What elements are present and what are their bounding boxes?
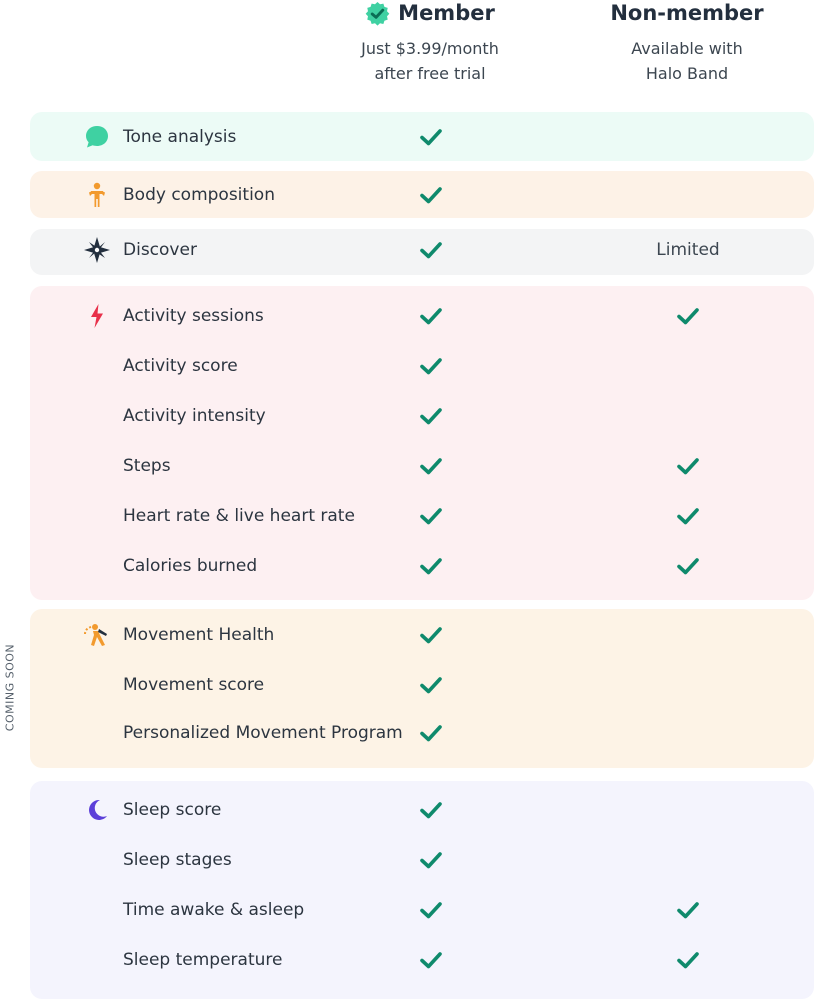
feature-row-movement-program bbox=[0, 718, 815, 748]
feature-label: Heart rate & live heart rate bbox=[123, 506, 355, 526]
feature-row-activity-intensity bbox=[0, 401, 815, 431]
feature-row-time-awake-asleep bbox=[0, 895, 815, 925]
feature-row-discover bbox=[0, 235, 815, 265]
feature-label: Steps bbox=[123, 456, 171, 476]
member-check-icon bbox=[419, 723, 443, 743]
feature-row-movement-health bbox=[0, 620, 815, 650]
nonmember-check-icon bbox=[676, 306, 700, 326]
member-check-icon bbox=[419, 900, 443, 920]
feature-row-heart-rate bbox=[0, 501, 815, 531]
member-check-icon bbox=[419, 306, 443, 326]
member-check-icon bbox=[419, 850, 443, 870]
nonmember-title: Non-member bbox=[610, 1, 764, 25]
member-check-icon bbox=[419, 127, 443, 147]
member-column-header bbox=[310, 0, 550, 86]
feature-label: Activity sessions bbox=[123, 306, 264, 326]
nonmember-column-header bbox=[567, 0, 807, 86]
nonmember-check-icon bbox=[676, 556, 700, 576]
member-price: Just $3.99/month after free trial bbox=[361, 39, 499, 83]
compass-star-icon bbox=[84, 237, 110, 263]
member-check-icon bbox=[419, 406, 443, 426]
member-check-icon bbox=[419, 185, 443, 205]
member-check-icon bbox=[419, 950, 443, 970]
feature-row-activity-sessions bbox=[0, 301, 815, 331]
member-check-icon bbox=[419, 625, 443, 645]
nonmember-limited-text: Limited bbox=[656, 240, 720, 260]
feature-row-body bbox=[0, 180, 815, 210]
feature-row-activity-score bbox=[0, 351, 815, 381]
feature-label: Time awake & asleep bbox=[123, 900, 305, 920]
member-check-icon bbox=[419, 240, 443, 260]
verified-check-badge-icon bbox=[365, 1, 390, 26]
feature-row-steps bbox=[0, 451, 815, 481]
member-check-icon bbox=[419, 356, 443, 376]
feature-label: Activity intensity bbox=[123, 406, 266, 426]
feature-row-sleep-score bbox=[0, 795, 815, 825]
nonmember-check-icon bbox=[676, 950, 700, 970]
feature-label: Activity score bbox=[123, 356, 238, 376]
member-title: Member bbox=[310, 0, 550, 26]
feature-label: Movement score bbox=[123, 675, 265, 695]
lightning-bolt-icon bbox=[84, 303, 110, 329]
feature-label: Calories burned bbox=[123, 556, 258, 576]
member-check-icon bbox=[419, 800, 443, 820]
nonmember-check-icon bbox=[676, 456, 700, 476]
nonmember-check-icon bbox=[676, 506, 700, 526]
feature-label: Tone analysis bbox=[123, 127, 237, 147]
nonmember-check-icon bbox=[676, 900, 700, 920]
feature-row-tone bbox=[0, 122, 815, 152]
feature-row-sleep-stages bbox=[0, 845, 815, 875]
feature-label: Movement Health bbox=[123, 625, 275, 645]
feature-row-sleep-temperature bbox=[0, 945, 815, 975]
movement-figure-icon bbox=[83, 622, 113, 648]
person-figure-icon bbox=[84, 182, 110, 208]
coming-soon-label: COMING SOON bbox=[3, 643, 17, 732]
feature-label: Sleep score bbox=[123, 800, 222, 820]
crescent-moon-icon bbox=[84, 797, 110, 823]
member-check-icon bbox=[419, 675, 443, 695]
member-check-icon bbox=[419, 456, 443, 476]
member-check-icon bbox=[419, 556, 443, 576]
feature-row-movement-score bbox=[0, 670, 815, 700]
feature-label: Personalized Movement Program bbox=[123, 723, 403, 743]
nonmember-availability: Available with Halo Band bbox=[631, 39, 743, 83]
speech-bubble-icon bbox=[84, 124, 110, 150]
feature-label: Sleep temperature bbox=[123, 950, 283, 970]
feature-label: Sleep stages bbox=[123, 850, 232, 870]
feature-row-calories-burned bbox=[0, 551, 815, 581]
member-check-icon bbox=[419, 506, 443, 526]
feature-label: Discover bbox=[123, 240, 197, 260]
feature-label: Body composition bbox=[123, 185, 275, 205]
